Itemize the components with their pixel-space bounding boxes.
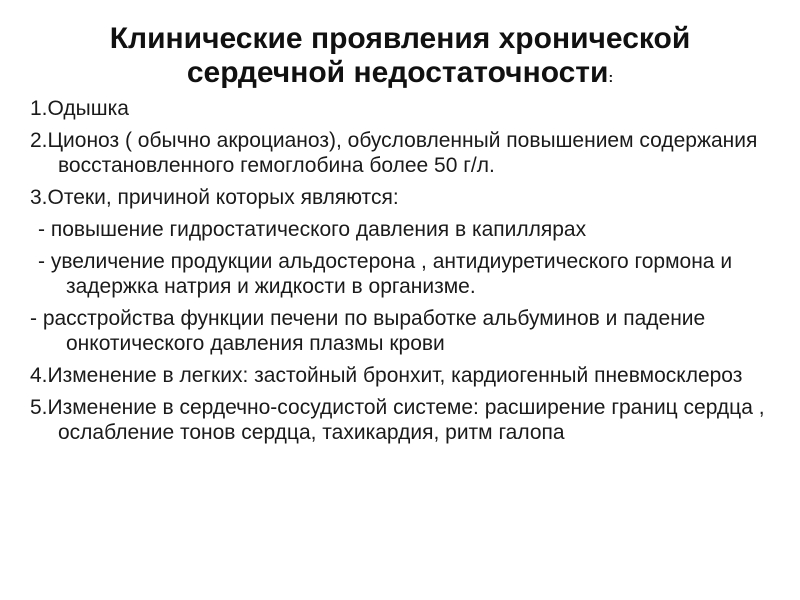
title-line-2: сердечной недостаточности — [186, 56, 609, 89]
list-item-cardiovascular: 5.Изменение в сердечно-сосудистой системе: расширение границ сердца , ослабление тонов сердца, тахикардия, ритм галопа — [30, 396, 765, 444]
list-item-lungs: 4.Изменение в легких: застойный бронхит, кардиогенный пневмосклероз — [30, 364, 743, 387]
list-item-dyspnea: 1.Одышка — [30, 97, 129, 120]
title-line-1: Клинические проявления хронической — [109, 22, 691, 55]
list-subitem-hydrostatic-pressure: - повышение гидростатического давления в капиллярах — [38, 218, 587, 241]
list-item-edema: 3.Отеки, причиной которых являются: — [30, 186, 399, 209]
list-subitem-liver-function: - расстройства функции печени по выработке альбуминов и падение онкотического давления плазмы крови — [30, 307, 706, 355]
list-subitem-aldosterone: - увеличение продукции альдостерона , антидиуретического гормона и задержка натрия и жидкости в организме. — [38, 250, 733, 298]
slide-title — [40, 22, 760, 94]
list-item-cyanosis: 2.Ционоз ( обычно акроцианоз), обусловленный повышением содержания восстановленного гемоглобина более 50 г/л. — [30, 129, 758, 177]
title-colon: : — [608, 69, 614, 85]
symptom-list — [30, 96, 780, 452]
